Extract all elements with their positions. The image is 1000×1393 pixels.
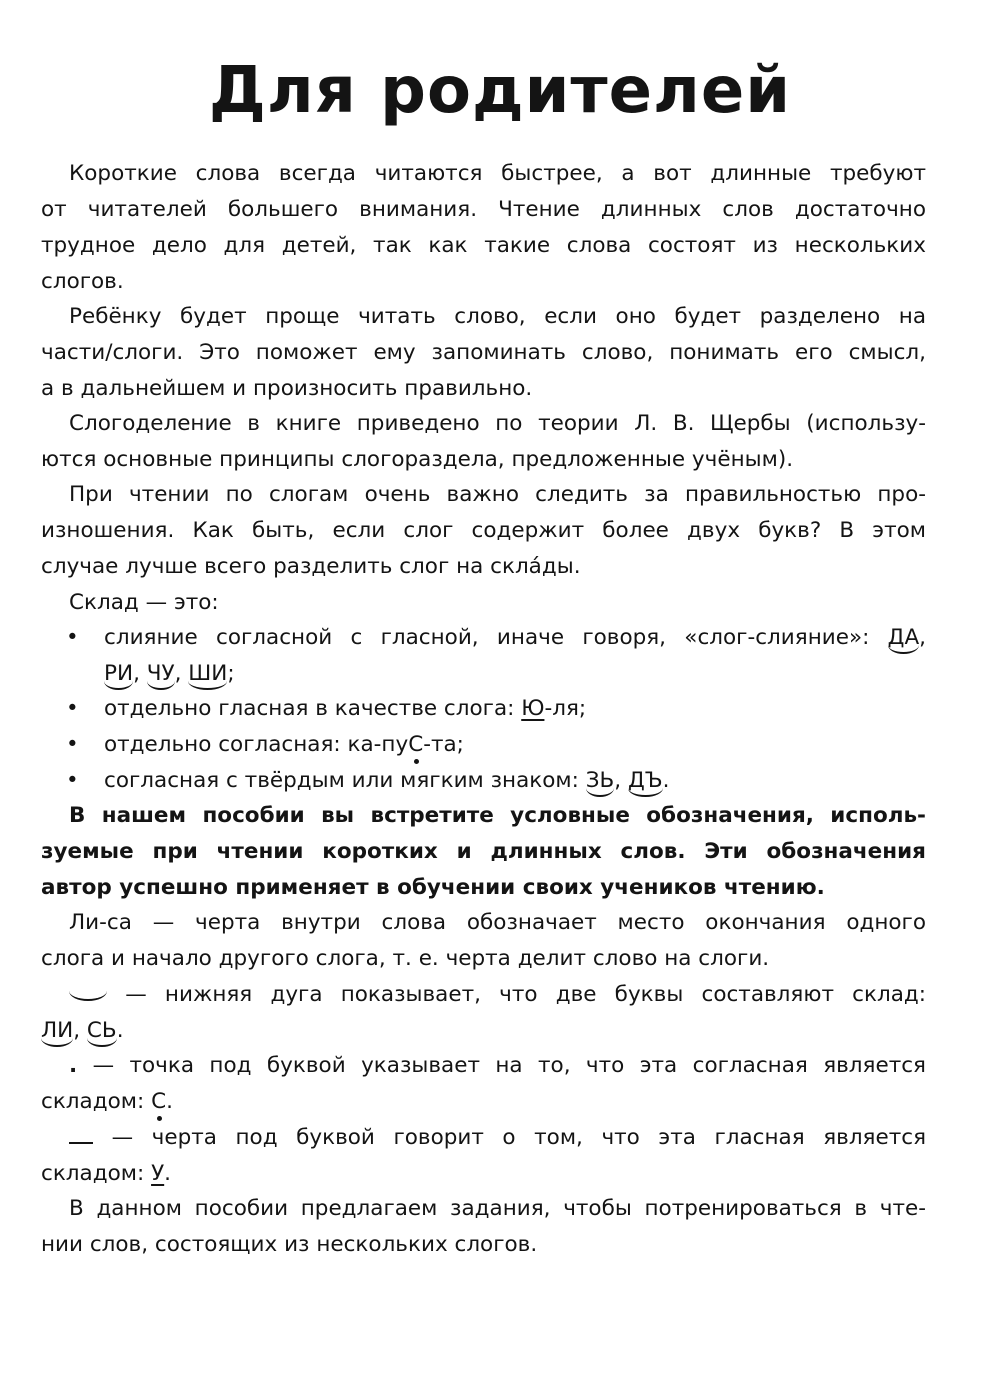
page-title: Для родителей: [208, 54, 792, 128]
dot-symbol-icon: .: [69, 1053, 78, 1078]
paragraph2-line1: Ребёнку будет проще читать слово, если оно будет разделено на: [69, 304, 926, 329]
paragraph2-line3: а в дальнейшем и произносить правильно.: [41, 376, 533, 401]
syllable-arc-chu: ЧУ: [147, 661, 175, 690]
syllable-arc-shi: ШИ: [188, 661, 227, 690]
vowel-underline-yu: Ю: [521, 696, 545, 721]
arc-symbol-icon: [69, 989, 107, 1001]
consonant-dot-s-example: С: [151, 1089, 167, 1114]
final-line1: В данном пособии предлагаем задания, чтобы потренироваться в чте-: [69, 1196, 926, 1221]
bullet4-text: согласная с твёрдым или мягким знаком:: [104, 768, 579, 793]
paragraph3-line2: ются основные принципы слогораздела, предложенные учёным).: [41, 447, 794, 472]
syllable-arc-li: ЛИ: [41, 1018, 73, 1047]
bullet1-sep: ,: [174, 661, 189, 686]
bullet3-rest: -та;: [423, 732, 464, 757]
bullet4-line: [104, 763, 926, 799]
bullet1-line2: [104, 656, 926, 692]
syllable-arc-ri: РИ: [104, 661, 133, 690]
paragraph4-line3: случае лучше всего разделить слог на скла́ды.: [41, 554, 581, 579]
bullet3-line: [104, 727, 926, 763]
bullet-dot: •: [66, 696, 79, 721]
dot-line1-text: — точка под буквой указывает на то, что эта согласная является: [92, 1053, 926, 1078]
underline-symbol-icon: [69, 1122, 93, 1144]
arc-end: .: [116, 1018, 124, 1043]
vowel-underline-u: У: [151, 1161, 165, 1186]
paragraph1-line4: слогов.: [41, 269, 124, 294]
arc-sep: ,: [73, 1018, 87, 1043]
bullet1-sep: ,: [133, 661, 147, 686]
bullet1-end: ;: [227, 661, 235, 686]
bullet2-rest: -ля;: [544, 696, 587, 721]
bullet1-line1: [104, 620, 926, 656]
bullet4-end: .: [662, 768, 670, 793]
sklad-intro: Склад — это:: [69, 590, 219, 615]
paragraph1-line2: от читателей большего внимания. Чтение длинных слов достаточно: [41, 197, 926, 222]
dot-line2-end: .: [166, 1089, 173, 1114]
syllable-arc-s-soft: СЬ: [87, 1018, 117, 1047]
bullet3-text: отдельно согласная: ка-пу: [104, 732, 409, 757]
bold-line1: В нашем пособии вы встретите условные обозначения, исполь-: [69, 803, 926, 828]
dot-line2-text: складом:: [41, 1089, 145, 1114]
bullet1-comma: ,: [919, 625, 926, 650]
bullet-dot: •: [66, 768, 79, 793]
bullet2-text: отдельно гласная в качестве слога:: [104, 696, 515, 721]
underline-line2: [41, 1156, 926, 1192]
consonant-dot-s: С: [408, 732, 424, 757]
syllable-arc-dhard: ДЪ: [628, 768, 663, 797]
final-line2: нии слов, состоящих из нескольких слогов.: [41, 1232, 538, 1257]
paragraph4-line2: изношения. Как быть, если слог содержит более двух букв? В этом: [41, 518, 926, 543]
dash-line2: слога и начало другого слога, т. е. черта делит слово на слоги.: [41, 946, 770, 971]
bullet1-text: слияние согласной с гласной, иначе говоря, «слог-слияние»:: [104, 625, 870, 650]
underline-line1-text: — черта под буквой говорит о том, что эта гласная является: [111, 1125, 926, 1150]
arc-line1: [69, 977, 926, 1013]
bullet4-sep: ,: [614, 768, 628, 793]
paragraph1-line3: трудное дело для детей, так как такие слова состоят из нескольких: [41, 233, 926, 258]
arc-line1-text: — нижняя дуга показывает, что две буквы составляют склад:: [125, 982, 927, 1007]
bullet-dot: •: [66, 732, 79, 757]
paragraph4-line1: При чтении по слогам очень важно следить за правильностью про-: [69, 482, 926, 507]
underline-line1: [69, 1120, 926, 1156]
bold-line2: зуемые при чтении коротких и длинных слов. Эти обозначения: [41, 839, 926, 864]
syllable-arc-zsoft: ЗЬ: [586, 768, 615, 797]
bullet2-line: [104, 691, 926, 727]
dot-line2: [41, 1084, 926, 1120]
paragraph2-line2: части/слоги. Это поможет ему запоминать слово, понимать его смысл,: [41, 340, 926, 365]
dot-line1: [69, 1048, 926, 1084]
syllable-arc-da: ДА: [888, 625, 920, 654]
paragraph1-line1: Короткие слова всегда читаются быстрее, а вот длинные требуют: [69, 161, 926, 186]
underline-line2-text: складом:: [41, 1161, 145, 1186]
bullet-dot: •: [66, 625, 79, 650]
underline-line2-end: .: [164, 1161, 172, 1186]
paragraph3-line1: Слогоделение в книге приведено по теории Л. В. Щербы (использу-: [69, 411, 926, 436]
arc-line2: [41, 1013, 926, 1049]
dash-line1: Ли-са — черта внутри слова обозначает место окончания одного: [69, 910, 926, 935]
bold-line3: автор успешно применяет в обучении своих учеников чтению.: [41, 875, 825, 900]
